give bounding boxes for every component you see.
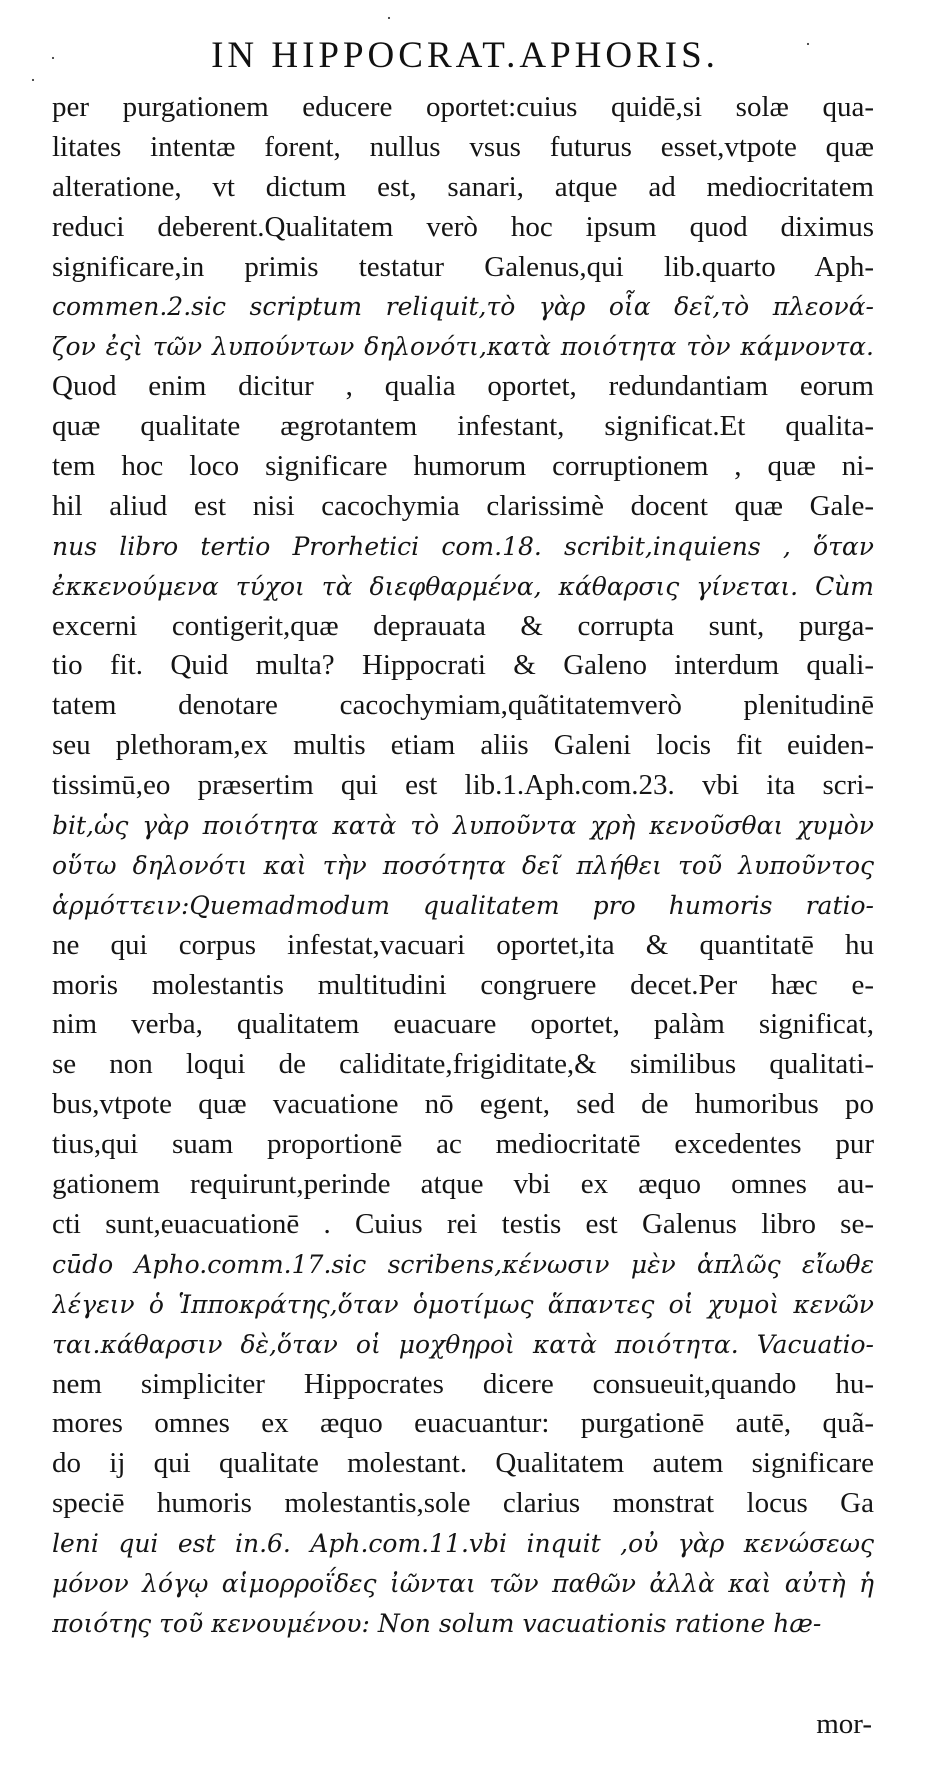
ink-speck: · <box>30 70 36 90</box>
text-line: tius,qui suam proportionē ac mediocritatē excedentes pur <box>52 1128 874 1161</box>
text-line: tatem denotare cacochymiam,quãtitatemverò plenitudinē <box>52 689 874 722</box>
text-line: se non loqui de caliditate,frigiditate,& similibus qualitati- <box>52 1048 874 1081</box>
text-line: significare,in primis testatur Galenus,qui lib.quarto Aph- <box>52 250 874 283</box>
text-line: seu plethoram,ex multis etiam aliis Galeni locis fit euiden- <box>52 729 874 762</box>
body-text <box>52 88 874 1644</box>
ink-speck: · <box>805 34 811 54</box>
running-head: IN HIPPOCRAT.APHORIS. <box>211 35 719 76</box>
text-line: litates intentæ forent, nullus vsus futurus esset,vtpote quæ <box>52 130 874 163</box>
text-line: quæ qualitate ægrotantem infestant, significat.Et qualita- <box>52 410 874 443</box>
text-line: ἁρμόττειν:Quemadmodum qualitatem pro humoris ratio- <box>52 890 874 920</box>
text-line: nim verba, qualitatem euacuare oportet, palàm significat, <box>52 1008 874 1041</box>
text-line: Quod enim dicitur , qualia oportet, redundantiam eorum <box>52 370 874 403</box>
text-line: moris molestantis multitudini congruere decet.Per hæc e- <box>52 968 874 1001</box>
text-line: ne qui corpus infestat,vacuari oportet,ita & quantitatē hu <box>52 928 874 961</box>
catchword: mor- <box>816 1708 872 1740</box>
text-line: alteratione, vt dictum est, sanari, atque ad mediocritatem <box>52 170 874 203</box>
text-line: per purgationem educere oportet:cuius quidē,si solæ qua- <box>52 91 874 123</box>
text-line: tio fit. Quid multa? Hippocrati & Galeno interdum quali- <box>52 649 874 682</box>
text-line: cūdo Apho.comm.17.sic scribens,κένωσιν μὲν ἁπλῶς εἴωθε <box>52 1249 874 1279</box>
text-line: ποιότης τοῦ κενουμένου: Non solum vacuationis ratione hæ- <box>52 1608 822 1638</box>
text-line: commen.2.sic scriptum reliquit,τὸ γὰρ οἷα δεῖ,τὸ πλεονά- <box>52 292 874 322</box>
ink-speck: · <box>50 48 56 68</box>
text-line: mores omnes ex æquo euacuantur: purgationē autē, quã- <box>52 1407 874 1440</box>
text-line: οὕτω δηλονότι καὶ τὴν ποσότητα δεῖ πλήθει τοῦ λυποῦντος <box>52 850 874 880</box>
ink-speck: · <box>386 8 392 28</box>
text-line: ζον ἐςὶ τῶν λυπούντων δηλονότι,κατὰ ποιότητα τὸν κάμνοντα. <box>52 332 874 362</box>
text-line: bit,ὡς γὰρ ποιότητα κατὰ τὸ λυποῦντα χρὴ κενοῦσθαι χυμὸν <box>52 811 874 841</box>
text-line: ἐκκενούμενα τύχοι τὰ διεφθαρμένα, κάθαρσις γίνεται. Cùm <box>52 571 874 601</box>
text-line: gationem requirunt,perinde atque vbi ex æquo omnes au- <box>52 1168 874 1201</box>
text-line: leni qui est in.6. Aph.com.11.vbi inquit ,οὐ γὰρ κενώσεως <box>52 1529 874 1559</box>
text-line: cti sunt,euacuationē . Cuius rei testis est Galenus libro se- <box>52 1207 874 1240</box>
text-line: tem hoc loco significare humorum corruptionem , quæ ni- <box>52 450 874 483</box>
text-line: excerni contigerit,quæ deprauata & corrupta sunt, purga- <box>52 609 874 642</box>
text-line: hil aliud est nisi cacochymia clarissimè docent quæ Gale- <box>52 489 874 522</box>
text-line: λέγειν ὁ Ἱπποκράτης,ὅταν ὁμοτίμως ἅπαντες οἱ χυμοὶ κενῶν <box>52 1289 874 1319</box>
text-line: speciē humoris molestantis,sole clarius monstrat locus Ga <box>52 1487 874 1520</box>
text-line: μόνον λόγῳ αἱμορροΐδες ἰῶνται τῶν παθῶν ἀλλὰ καὶ αὐτὴ ἡ <box>52 1568 874 1598</box>
text-line: do ij qui qualitate molestant. Qualitatem autem significare <box>52 1447 874 1480</box>
text-line: nem simpliciter Hippocrates dicere consueuit,quando hu- <box>52 1367 874 1400</box>
text-line: nus libro tertio Prorhetici com.18. scribit,inquiens , ὅταν <box>52 531 874 561</box>
text-line: bus,vtpote quæ vacuatione nō egent, sed de humoribus po <box>52 1088 874 1121</box>
text-line: reduci deberent.Qualitatem verò hoc ipsum quod diximus <box>52 210 874 243</box>
text-line: tissimū,eo præsertim qui est lib.1.Aph.com.23. vbi ita scri- <box>52 769 874 802</box>
text-line: ται.κάθαρσιν δὲ,ὅταν οἱ μοχθηροὶ κατὰ ποιότητα. Vacuatio- <box>52 1329 874 1359</box>
